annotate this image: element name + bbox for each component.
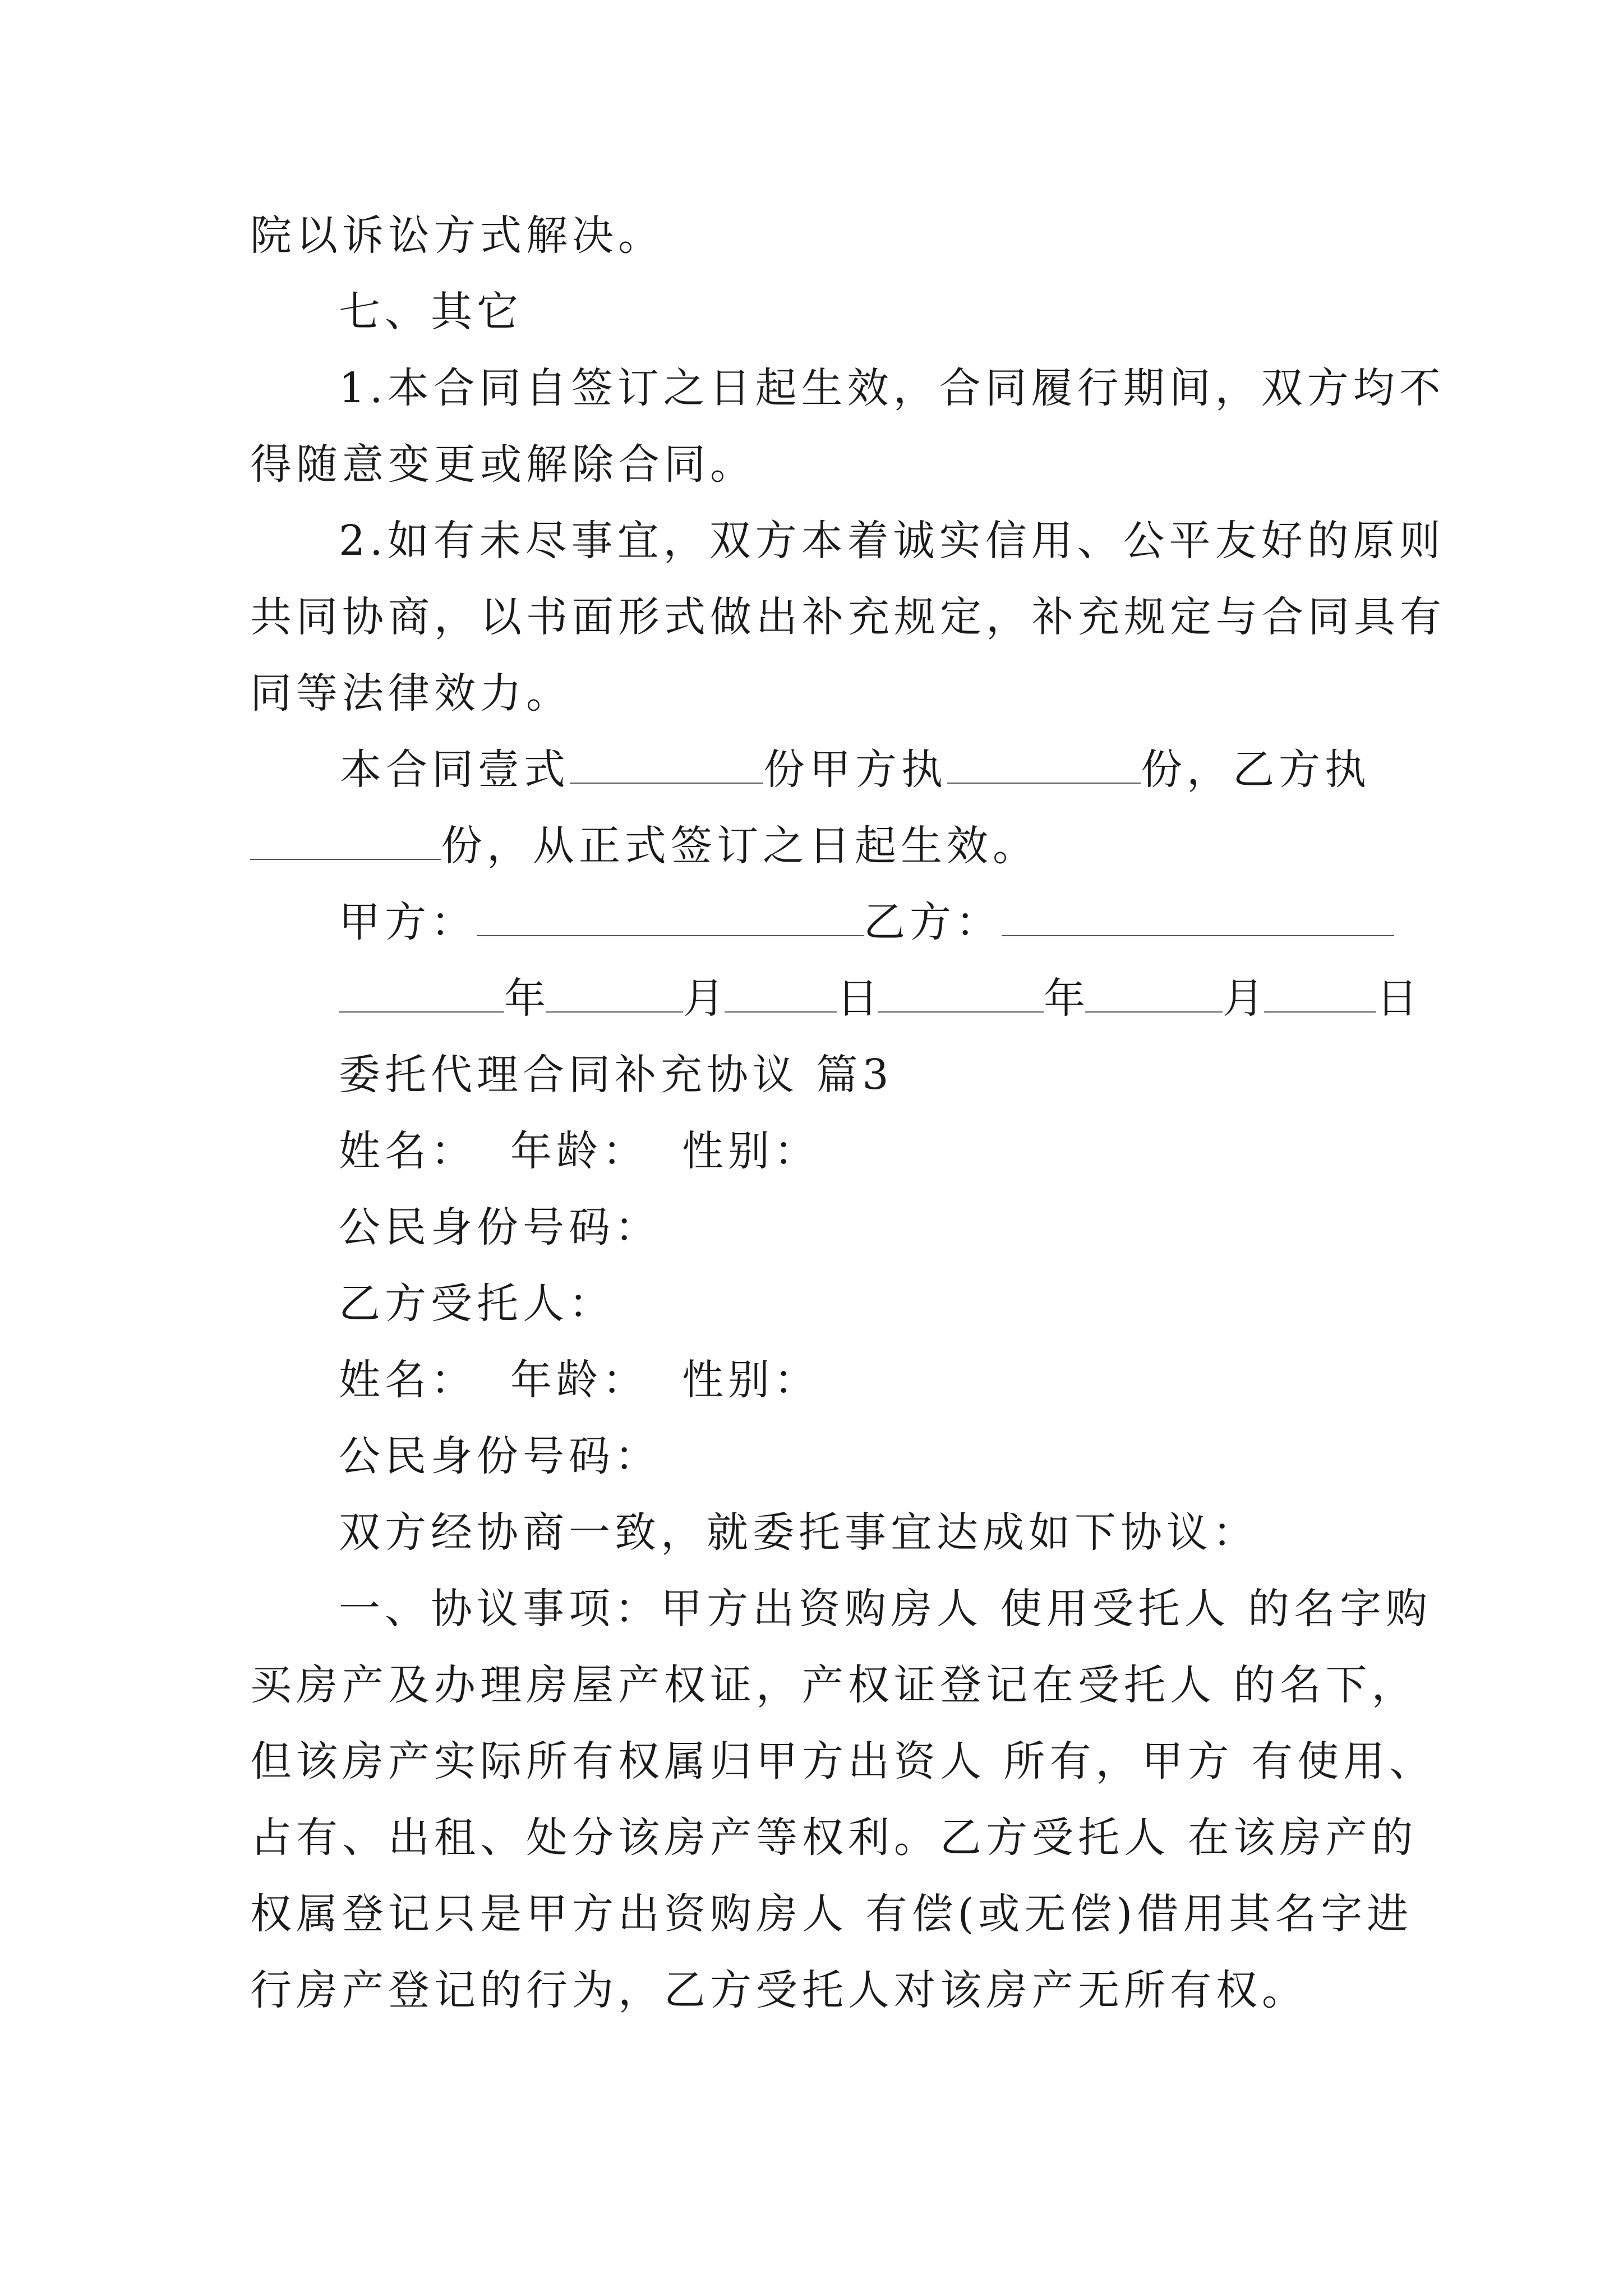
date-day-label: 日 — [1376, 974, 1418, 1023]
age-label: 年龄： — [510, 1356, 648, 1404]
party-a-label: 甲方： — [339, 898, 477, 946]
paragraph-line: 一、协议事项：甲方出资购房人 使用受托人 的名字购 — [339, 1585, 1432, 1633]
copies-text: 本合同壹式 — [340, 746, 570, 794]
paragraph-line: 同等法律效力。 — [250, 669, 572, 717]
gender-label: 性别： — [682, 1356, 820, 1404]
paragraph-line: 得随意变更或解除合同。 — [250, 440, 756, 489]
paragraph-line: 行房产登记的行为，乙方受托人对该房产无所有权。 — [250, 1966, 1308, 2014]
copies-text: 份甲方执 — [763, 746, 947, 794]
party-b-label: 乙方： — [864, 898, 1002, 946]
paragraph-line: 1.本合同自签订之日起生效，合同履行期间，双方均不 — [339, 364, 1445, 412]
paragraph-line: 院以诉讼方式解决。 — [250, 211, 664, 260]
date-blank — [339, 977, 504, 1013]
name-label: 姓名： — [339, 1127, 477, 1175]
paragraph-line: 买房产及办理房屋产权证，产权证登记在受托人 的名下， — [250, 1661, 1418, 1709]
paragraph-line: 占有、出租、处分该房产等权利。乙方受托人 在该房产的 — [250, 1814, 1418, 1862]
copies-total-blank — [570, 748, 763, 784]
date-month-label: 月 — [1223, 974, 1264, 1023]
date-blank — [878, 977, 1044, 1013]
date-year-label: 年 — [504, 974, 546, 1023]
document-title: 委托代理合同补充协议 篇3 — [339, 1051, 893, 1099]
signature-line — [339, 894, 1394, 950]
name-label: 姓名： — [339, 1356, 477, 1404]
copies-line — [340, 742, 1371, 798]
date-line — [339, 970, 1418, 1027]
date-blank — [1085, 977, 1223, 1013]
paragraph-line: 但该房产实际所有权属归甲方出资人 所有，甲方 有使用、 — [250, 1737, 1436, 1786]
id-number-label: 公民身份号码： — [339, 1203, 661, 1251]
party-a-signature-blank — [477, 900, 864, 936]
paragraph-line: 共同协商，以书面形式做出补充规定，补充规定与合同具有 — [250, 593, 1446, 641]
date-day-label: 日 — [837, 974, 878, 1023]
party-b-signature-blank — [1002, 900, 1394, 936]
party-b-info-line — [339, 1352, 820, 1408]
paragraph-line: 双方经协商一致，就委托事宜达成如下协议： — [339, 1508, 1258, 1557]
date-month-label: 月 — [683, 974, 725, 1023]
party-a-info-line — [339, 1123, 820, 1179]
date-year-label: 年 — [1044, 974, 1085, 1023]
paragraph-line: 2.如有未尽事宜，双方本着诚实信用、公平友好的原则 — [339, 517, 1445, 565]
trustee-label: 乙方受托人： — [339, 1280, 615, 1328]
paragraph-line: 权属登记只是甲方出资购房人 有偿(或无偿)借用其名字进 — [250, 1890, 1413, 1938]
copies-text: 份，乙方执 — [1141, 746, 1371, 794]
date-blank — [546, 977, 683, 1013]
id-number-label: 公民身份号码： — [339, 1432, 661, 1480]
section-heading: 七、其它 — [339, 288, 523, 336]
date-blank — [725, 977, 837, 1013]
copies-party-b-blank — [250, 824, 441, 860]
date-blank — [1264, 977, 1376, 1013]
age-label: 年龄： — [510, 1127, 648, 1175]
gender-label: 性别： — [682, 1127, 820, 1175]
copies-party-a-blank — [947, 748, 1141, 784]
copies-text: 份，从正式签订之日起生效。 — [441, 822, 1039, 870]
copies-line — [250, 818, 1039, 874]
